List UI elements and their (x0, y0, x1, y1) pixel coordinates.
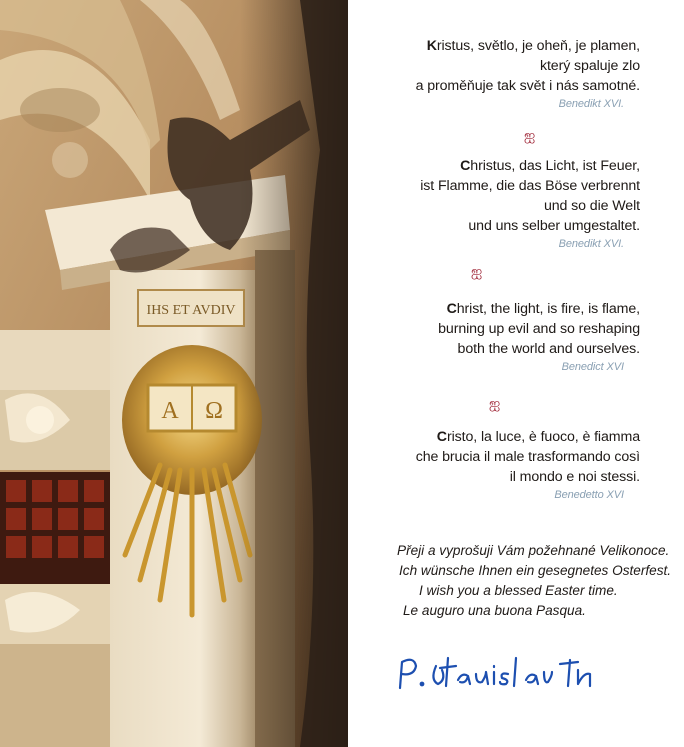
stanza-german (340, 156, 640, 251)
stanza-author: Benedikt XVI. (558, 238, 624, 250)
stanza-line: und uns selber umgestaltet. (468, 218, 640, 234)
omega-letter: Ω (205, 398, 223, 424)
stanza-english (340, 299, 640, 374)
stanza-line (340, 299, 640, 319)
stanza-author: Benedetto XVI (554, 489, 624, 501)
stanza-line-text: ristus, světlo, je oheň, je plamen, (436, 38, 640, 54)
stanza-line-text: risto, la luce, è fuoco, è fiamma (446, 429, 640, 445)
stanza-line: který spaluje zlo (539, 58, 640, 74)
stanza-line (340, 156, 640, 176)
stanza-line-text: hrist, the light, is fire, is flame, (456, 301, 640, 317)
divider-ornament: ஐ (489, 395, 501, 411)
stanza-line: il mondo e noi stessi. (509, 469, 640, 485)
stanza-italian (340, 427, 640, 502)
greeting-english: I wish you a blessed Easter time. (419, 583, 618, 598)
greeting-italian: Le auguro una buona Pasqua. (403, 603, 586, 618)
stanza-line: both the world and ourselves. (457, 341, 640, 357)
drop-initial: C (436, 429, 447, 445)
stanza-line-text: hristus, das Licht, ist Feuer, (470, 158, 640, 174)
handwritten-signature (392, 650, 602, 705)
pillar-inscription: IHS ET AVDIV (146, 303, 236, 318)
stanza-author: Benedikt XVI. (558, 98, 624, 110)
greeting-german: Ich wünsche Ihnen ein gesegnetes Osterfest. (399, 563, 672, 578)
divider-ornament: ஐ (524, 127, 536, 143)
stanza-line: a proměňuje tak svět i nás samotné. (415, 78, 640, 94)
drop-initial: C (460, 158, 471, 174)
stanza-author: Benedict XVI (561, 361, 624, 373)
stanza-czech (340, 36, 640, 111)
stanza-line (340, 427, 640, 447)
greeting-czech: Přeji a vyprošuji Vám požehnané Velikonoce. (397, 543, 670, 558)
stanza-line (340, 36, 640, 56)
greetings-block (397, 541, 671, 621)
divider-ornament: ஐ (471, 263, 483, 279)
stanza-line: burning up evil and so reshaping (438, 321, 640, 337)
stanza-line: ist Flamme, die das Böse verbrennt (420, 178, 640, 194)
alpha-letter: A (161, 398, 179, 424)
drop-initial: C (446, 301, 457, 317)
stanza-line: che brucia il male trasformando così (415, 449, 640, 465)
drop-initial: K (426, 38, 437, 54)
stanza-line: und so die Welt (543, 198, 640, 214)
